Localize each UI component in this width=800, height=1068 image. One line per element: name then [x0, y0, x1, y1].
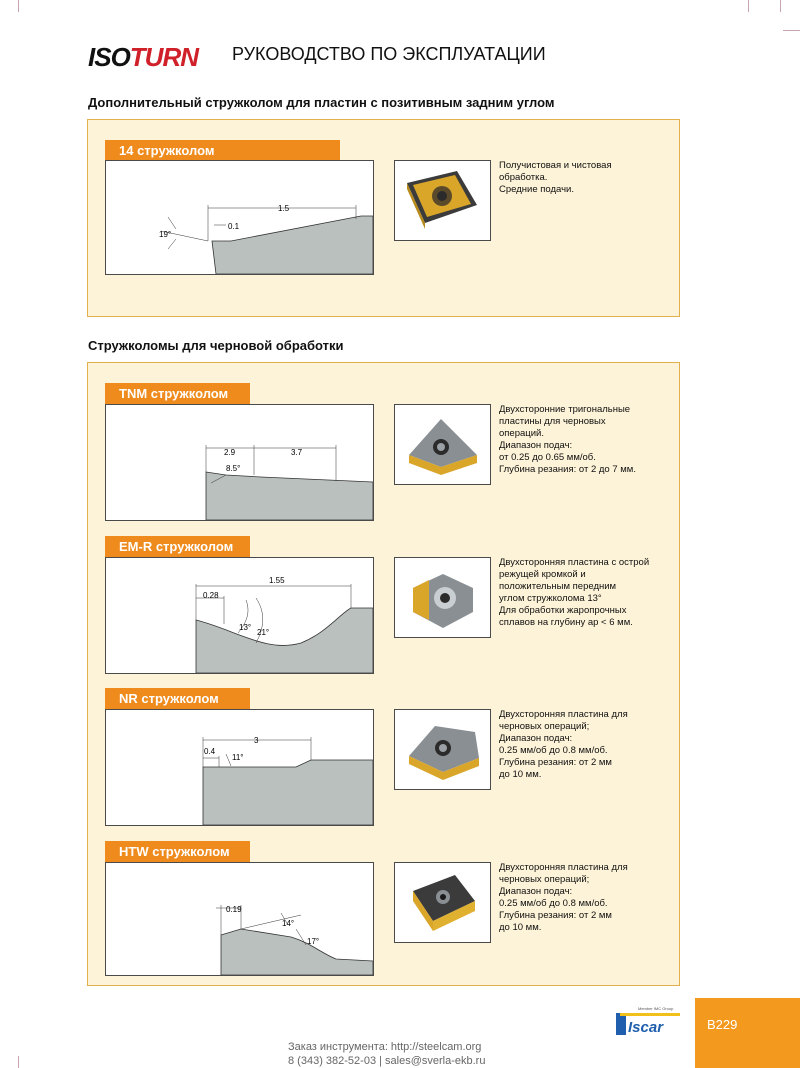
page-title: РУКОВОДСТВО ПО ЭКСПЛУАТАЦИИ: [232, 44, 546, 64]
dim-label: 1.5: [278, 204, 290, 213]
footer-phone-email[interactable]: 8 (343) 382-52-03 | sales@sverla-ekb.ru: [288, 1055, 486, 1067]
profile-diagram-14: [105, 160, 374, 275]
crop-mark: [783, 30, 800, 31]
chipbreaker-tag-em-r: EM-R стружколом: [105, 536, 250, 557]
insert-image-14: [394, 160, 491, 241]
insert-image-nr: [394, 709, 491, 790]
angle-label: 19°: [159, 230, 172, 239]
angle-label: 17°: [307, 937, 320, 946]
page-number: B229: [707, 1017, 738, 1032]
angle-label: 21°: [257, 628, 270, 637]
dim-label: 3: [254, 736, 259, 745]
description-14: Получистовая и чистовая обработка. Средние подачи.: [499, 160, 612, 195]
dim-label: 1.55: [269, 576, 285, 585]
crop-mark: [18, 0, 19, 12]
angle-label: 13°: [239, 623, 252, 632]
chipbreaker-tag-nr: NR стружколом: [105, 688, 250, 709]
dim-label: 0.4: [204, 747, 216, 756]
profile-diagram-tnm: [105, 404, 374, 521]
chipbreaker-tag-14: 14 стружколом: [105, 140, 340, 161]
chipbreaker-tag-htw: HTW стружколом: [105, 841, 250, 862]
dim-label: 0.28: [203, 591, 219, 600]
angle-label: 14°: [282, 919, 295, 928]
brand-name: Iscar: [628, 1019, 664, 1035]
description-em-r: Двухсторонняя пластина с острой режущей кромкой и положительным передним углом стружколома 13° Для обработки жаропрочных сплавов на глубину ap < 6 мм.: [499, 557, 650, 628]
crop-mark: [18, 1056, 19, 1068]
description-nr: Двухсторонняя пластина для черновых операций; Диапазон подач: 0.25 мм/об до 0.8 мм/об. Глубина резания: от 2 мм до 10 мм.: [499, 709, 628, 780]
dim-label: 0.1: [228, 222, 240, 231]
insert-image-tnm: [394, 404, 491, 485]
footer-contacts: [288, 1040, 485, 1068]
crop-mark: [780, 0, 781, 12]
dim-label: 0.19: [226, 905, 242, 914]
section-title-positive: Дополнительный стружколом для пластин с позитивным задним углом: [88, 95, 555, 110]
insert-image-em-r: [394, 557, 491, 638]
description-tnm: Двухсторонние тригональные пластины для черновых операций. Диапазон подач: от 0.25 до 0.65 мм/об. Глубина резания: от 2 до 7 мм.: [499, 404, 636, 475]
profile-diagram-em-r: [105, 557, 374, 674]
logo-turn: TURN: [129, 42, 199, 72]
page-number-tab: [695, 998, 800, 1068]
logo-iso: ISO: [88, 42, 130, 72]
angle-label: 8.5°: [226, 464, 241, 473]
iscar-logo: [616, 1003, 680, 1035]
description-htw: Двухсторонняя пластина для черновых операций; Диапазон подач: 0.25 мм/об до 0.8 мм/об. Глубина резания: от 2 мм до 10 мм.: [499, 862, 628, 933]
dim-label: 2.9: [224, 448, 236, 457]
insert-image-htw: [394, 862, 491, 943]
crop-mark: [748, 0, 749, 12]
profile-diagram-nr: [105, 709, 374, 826]
dim-label: 3.7: [291, 448, 303, 457]
angle-label: 11°: [232, 753, 244, 762]
profile-diagram-htw: [105, 862, 374, 976]
chipbreaker-tag-tnm: TNM стружколом: [105, 383, 250, 404]
section-title-roughing: Стружколомы для черновой обработки: [88, 338, 344, 353]
footer-order-link[interactable]: Заказ инструмента: http://steelcam.org: [288, 1041, 482, 1053]
brand-subtitle: Member IMC Group: [638, 1006, 674, 1011]
isoturn-logo: [88, 42, 198, 73]
